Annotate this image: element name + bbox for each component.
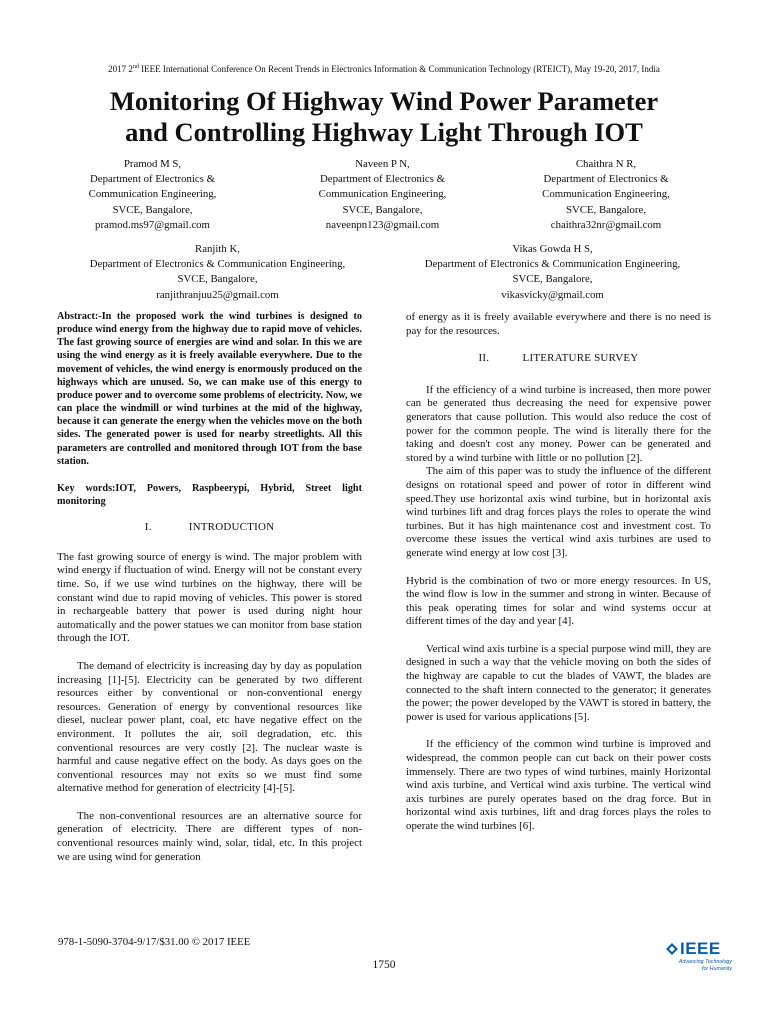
- literature-paragraph-3: Hybrid is the combination of two or more energy resources. In US, the wind flow is low in the summer and strong in winter. Because of this peak operating times for solar and wind systems occur at different times of the day and year [4].: [406, 574, 711, 628]
- author-2: Naveen P N, Department of Electronics & Communication Engineering, SVCE, Bangalore, naveenpn123@gmail.com: [318, 158, 447, 231]
- paper-title: Monitoring Of Highway Wind Power Parameter and Controlling Highway Light Through IOT: [109, 86, 659, 147]
- keywords: Key words:IOT, Powers, Raspbeerypi, Hybrid, Street light monitoring: [57, 482, 362, 508]
- continuation-paragraph: of energy as it is freely available everywhere and there is no need is pay for the resources.: [406, 311, 711, 337]
- ieee-tagline-2: for Humanity: [701, 965, 732, 972]
- intro-paragraph-2: The demand of electricity is increasing day by day as population increasing [1]-[5]. Electricity can be generated by two different resources either by conventional or non-conventional energy resources. Generation of energy by conventional resources like diesel, nuclear power plant, coal, etc have negative effect on the environment. It pollutes the air, soil degradation, etc. this conventional resources are very costly [2]. The nuclear waste is harmful and cause negative effect on the body. As days goes on the conventional resources may not exits so we must find some alternative method for generation of electricity [4]-[5].: [57, 659, 362, 795]
- literature-paragraph-1: If the efficiency of a wind turbine is increased, then more power can be generated thus decreasing the need for expensive power generators that cause pollution. This would also reduce the cost of power for the common people. The wind is literally there for the taking and doesn't cost any money. Power can be generated and stored by a wind turbine with little or no pollution [2].: [406, 383, 711, 464]
- literature-paragraph-5: If the efficiency of the common wind turbine is improved and widespread, the common people can cut back on their power costs immensely. There are two types of wind turbines, mainly Horizontal wind axis turbine, and Vertical wind axis turbine. The vertical wind axis turbines are purely operates based on the drag force. But in horizontal wind axis turbines, lift and drag forces plays the roles to operate the wind turbines [6].: [406, 738, 711, 832]
- copyright-isbn: 978-1-5090-3704-9/17/$31.00 © 2017 IEEE: [58, 936, 251, 948]
- ieee-logo-text: IEEE: [680, 939, 721, 958]
- ieee-logo: [666, 939, 732, 972]
- intro-paragraph-1: The fast growing source of energy is wind. The major problem with wind energy if fluctuation of wind. Energy will not be constant every time. So, if we use wind turbines on the highway, there will be constant wind due to rapid moving of vehicles. This power is stored in rechargeable battery that power is used during night hour automatically and the power statues we can monitor from base station through the IOT.: [57, 550, 362, 645]
- intro-paragraph-3: The non-conventional resources are an alternative source for generation of electricity. There are different types of non-conventional resources mainly wind, solar, tidal, etc. In this project we are using wind for generation: [57, 809, 362, 863]
- literature-paragraph-2: The aim of this paper was to study the influence of the different designs on rotational speed and power of rotor in different wind speed.They use horizontal axis wind turbine, but in horizontal axis wind turbines lift and drag forces plays the roles to operate the wind turbines. But it has high maintenance cost and investment cost. To overcome these issues the vertical wind axis turbines are used to generate wind energy at low cost [3].: [406, 465, 711, 559]
- author-5: Vikas Gowda H S, Department of Electronics & Communication Engineering, SVCE, Bangalore, vikasvicky@gmail.com: [424, 243, 681, 301]
- author-3: Chaithra N R, Department of Electronics & Communication Engineering, SVCE, Bangalore, chaithra32nr@gmail.com: [542, 158, 670, 231]
- literature-paragraph-4: Vertical wind axis turbine is a special purpose wind mill, they are designed in such a way that the vehicle moving on both the sides of the highway are capable to cut the blades of VAWT, the blades are connected to the shaft intern connected to the generator; it generates the power; the power developed by the VAWT is stored in battery, the power is used for various applications [5].: [406, 642, 711, 723]
- page-number: 1750: [372, 959, 396, 971]
- section-heading-introduction: I. INTRODUCTION: [144, 521, 275, 534]
- ieee-diamond-icon: [666, 943, 678, 955]
- section-heading-literature-survey: II. LITERATURE SURVEY: [478, 352, 639, 365]
- left-column: [57, 310, 362, 864]
- right-column: [406, 311, 711, 834]
- conference-header: 2017 2nd IEEE International Conference On Recent Trends in Electronics Information & Communication Technology (RTEICT), May 19-20, 2017, India: [108, 64, 660, 74]
- author-4: Ranjith K, Department of Electronics & Communication Engineering, SVCE, Bangalore, ranjithranjuu25@gmail.com: [89, 243, 346, 301]
- author-1: Pramod M S, Department of Electronics & Communication Engineering, SVCE, Bangalore, pramod.ms97@gmail.com: [88, 158, 217, 231]
- ieee-tagline-1: Advancing Technology: [678, 959, 732, 965]
- abstract: Abstract:-In the proposed work the wind turbines is designed to produce wind energy from the highway due to rapid move of vehicles. The fast growing source of energies are wind and solar. In this we are using the wind energy as it is freely available everywhere. Due to the movement of vehicles, the wind energy is enormously produced on the highways which are unused. So, we can make use of this energy to produce power and to overcome some problems of electricity. Now, we can place the windmill or wind turbines at the mid of the highway, because it can generate the energy when the vehicles move on the both sides. The generated power is used for nearby streetlights. All this parameters are controlled and monitored through IOT from the base station.: [57, 311, 362, 467]
